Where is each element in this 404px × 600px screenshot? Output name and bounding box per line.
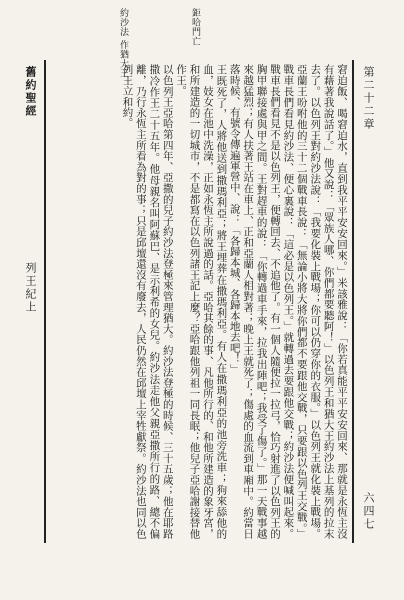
page-number: 六四七 [362,492,375,531]
chapter-label: 第二十二章 [362,66,375,131]
body-text [46,60,352,543]
paragraph: 窘迫飯、喝窘迫水，直到我平平安安回來。」米該雅說：「你若真能平平安安回來、那就是永恆主沒有藉著我說話了。」他又說：「眾族人哪、你們都要聽阿！」以色列王和猶大王約沙法上基列的拉末去了。以色列王對約沙法說：「我要化裝上戰場；你可以仍穿你的衣服。」以色列王就化裝上戰場。亞蘭王吩咐他的三十二個戰車長說：「無論小將大將你們都不要跟他交戰，只要跟以色列王交戰。」戰車長們看見約沙法、便心裏說：「這必是以色列王。」就轉過去要跟他交戰；約沙法便喊叫起來。戰車長們看見不是以色列王，便轉回去、不追他了。有一個人隨便拉一拉弓，恰巧射進了以色列王的胸甲聯接處與甲之間。王對趕車的說：「你轉過車手來，拉我出陣吧；我受了傷了。」那一天戰事越來越猛烈；有人扶著王站在車上、正和亞蘭人相對著；晚上王就死了；傷處的血流到車廂中。約當日落時候、有號令傳遍軍營中、說：「各歸本城、各歸本地去吧！」 [228,64,348,539]
margin-note-top: 鉅哈門亡 [190,8,200,46]
paragraph: 以色列王亞哈第四年、亞撒的兒子約沙法登極來管理猶大。約沙法登極的時候、三十五歲；他在耶路撒冷作王二十五年。他母親名叫阿蘇巴、是示利希的女兒。約沙法走他父親亞撒所行的路、總不偏離，乃行永恆主所看為對的事；只是邱壇還沒有廢去，人民仍然在邱壇上宰牲獻祭。約沙法也同以色列王立和約。 [121,64,174,539]
paragraph: 王既死了，人將他送到撒瑪利亞；將王埋葬在撒瑪利亞。有人在撒瑪利亞的池旁洗車；狗來舔他的血，妓女在池中洗澡，正如永恆主所說過的話。亞哈其餘的事、凡他所行的、和他所建造的象牙宮，和所建造的一切城市，不是都寫在以色列諸王記上麼？亞哈跟他列祖一同長眠；他兒子亞哈謝接替他作王。 [175,64,228,539]
margin-note-top-2: 約沙法 作猶大王 [118,8,128,78]
book-section: 列王紀上 [24,262,37,314]
text-frame [44,60,354,543]
book-title: 舊約聖經 [24,66,37,118]
